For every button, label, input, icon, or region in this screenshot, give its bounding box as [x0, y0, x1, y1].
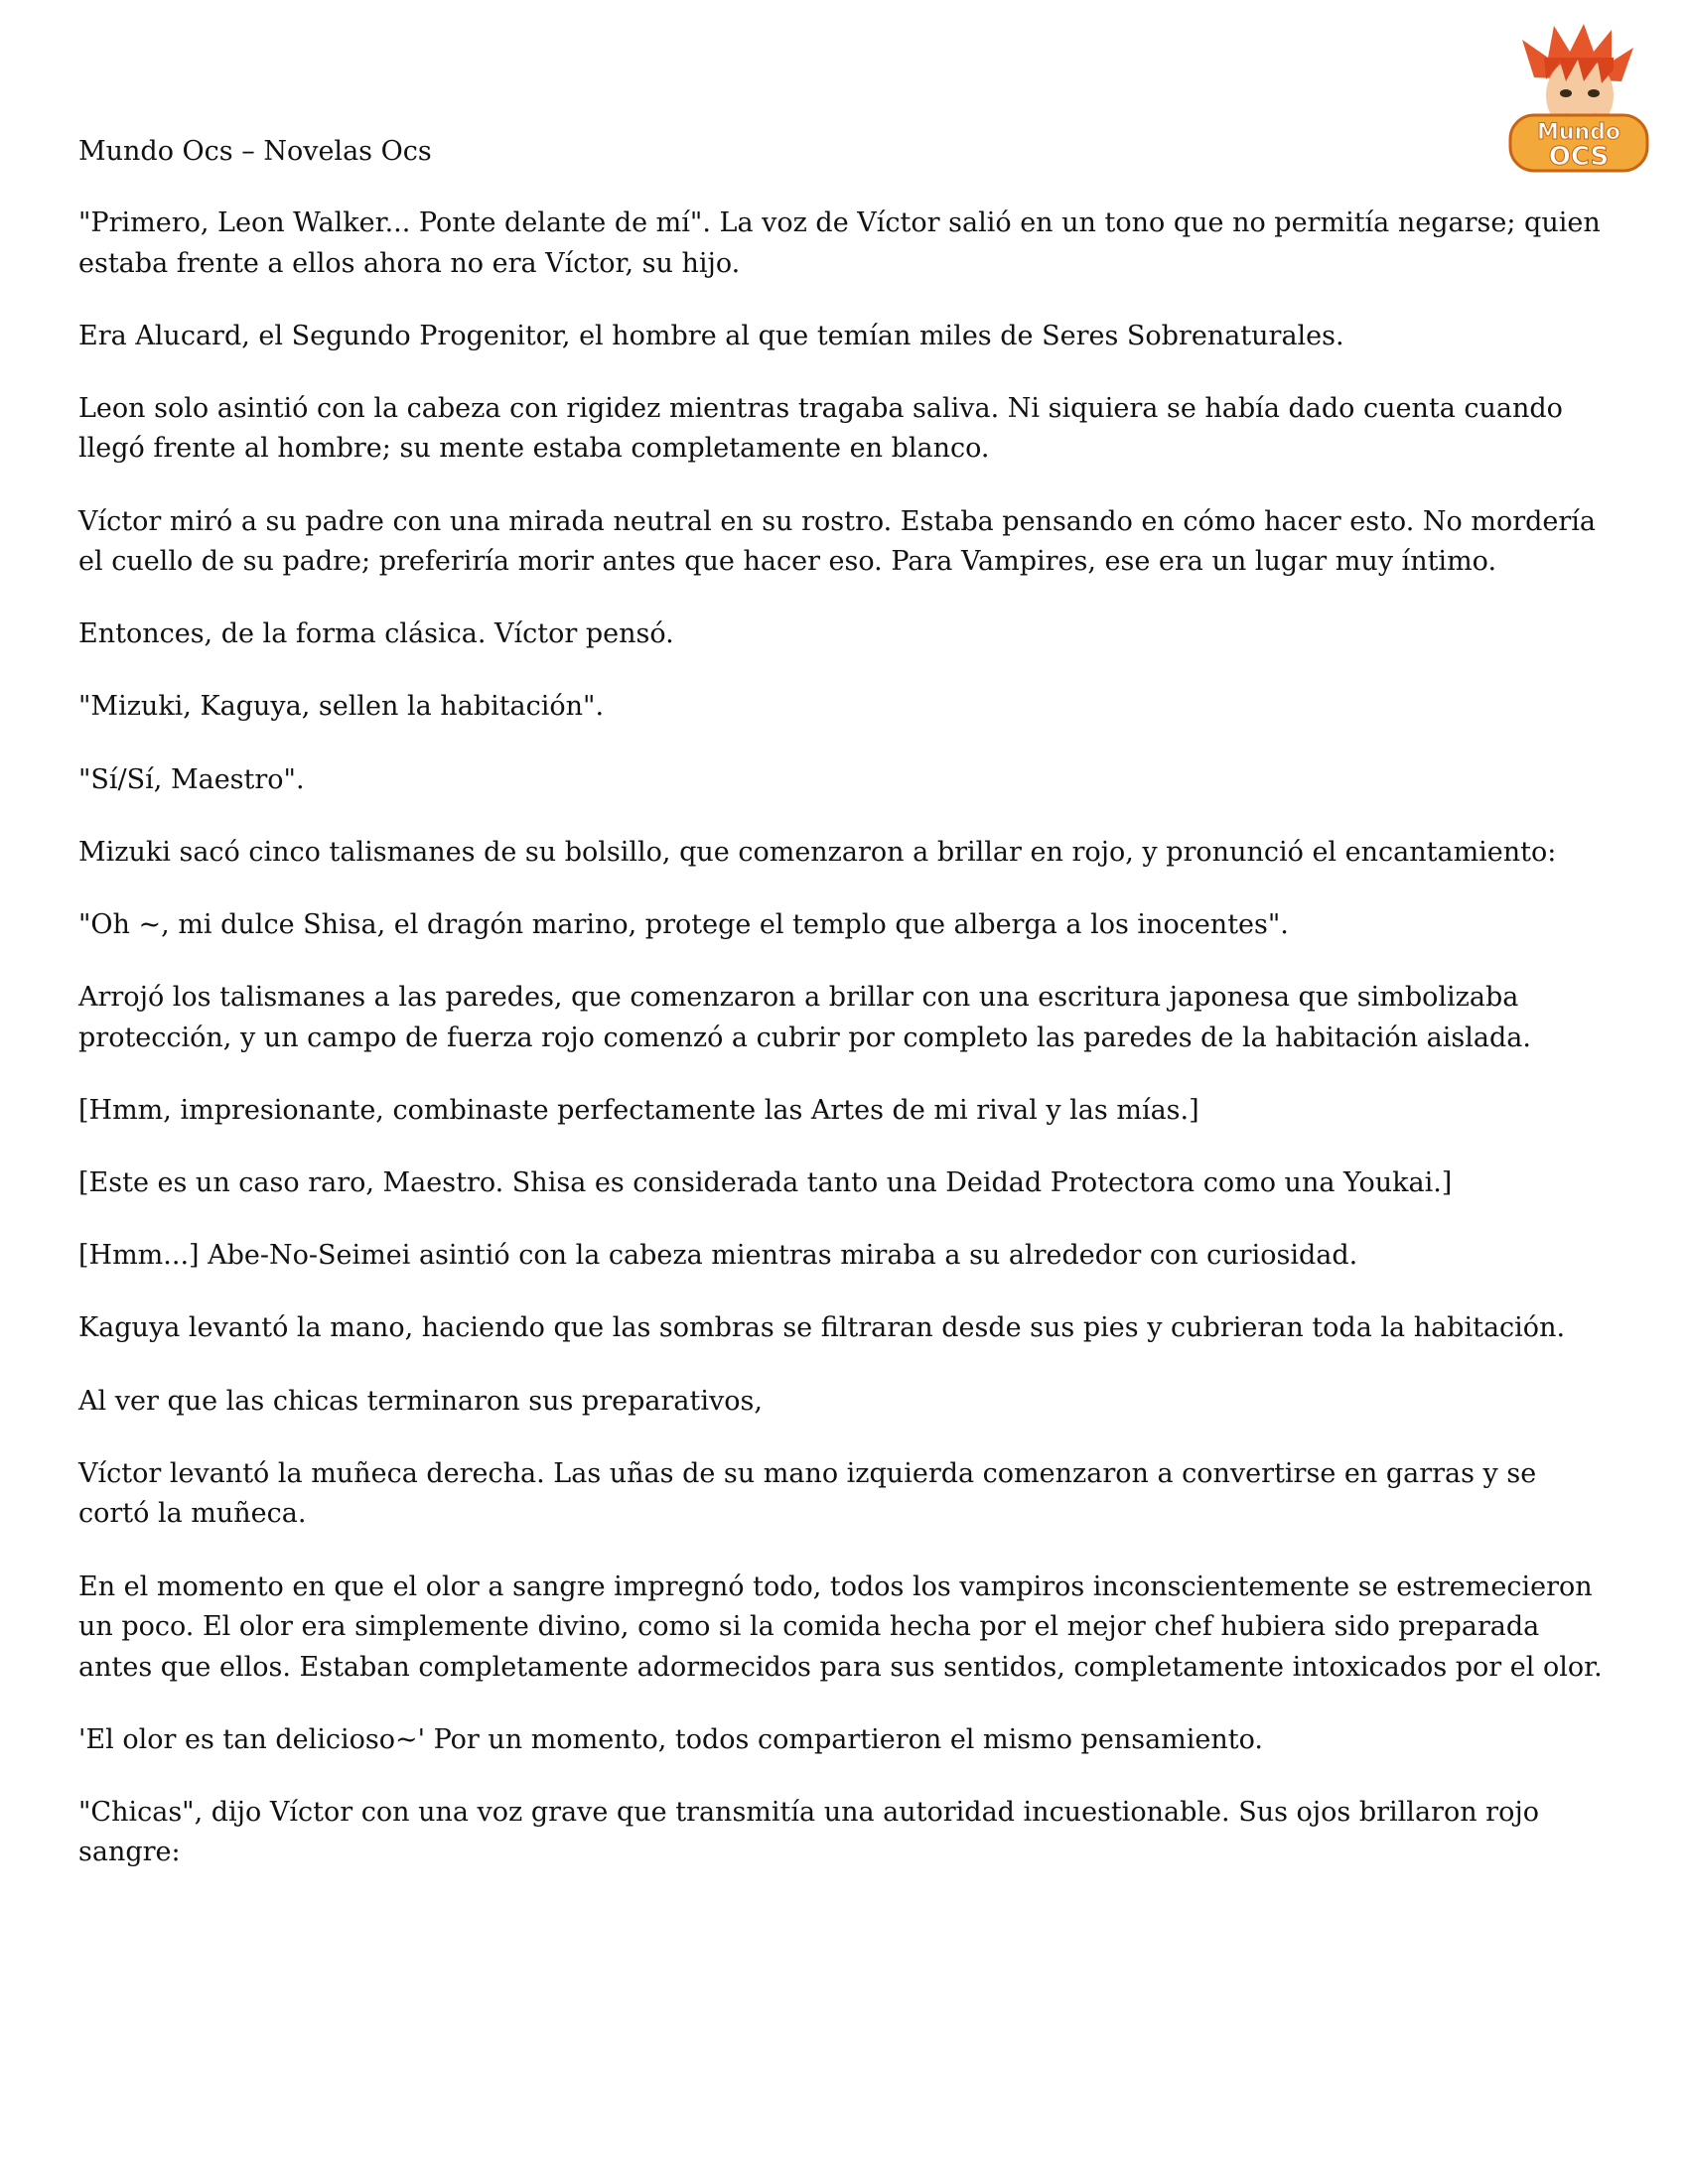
paragraph: [Este es un caso raro, Maestro. Shisa es considerada tanto una Deidad Protectora como una Youkai.] [78, 1167, 1453, 1199]
paragraph: Entonces, de la forma clásica. Víctor pensó. [78, 618, 674, 650]
paragraph: "Chicas", dijo Víctor con una voz grave que transmitía una autoridad incuestionable. Sus ojos brillaron rojo sangre: [78, 1796, 1539, 1868]
paragraph: Era Alucard, el Segundo Progenitor, el hombre al que temían miles de Seres Sobrenaturales. [78, 320, 1344, 351]
paragraph: [Hmm...] Abe-No-Seimei asintió con la cabeza mientras miraba a su alrededor con curiosidad. [78, 1240, 1358, 1272]
paragraph: Víctor miró a su padre con una mirada neutral en su rostro. Estaba pensando en cómo hacer esto. No mordería el cuello de su padre; preferiría morir antes que hacer eso. Para Vampires, ese era un lugar muy íntimo. [78, 505, 1597, 578]
paragraph: "Sí/Sí, Maestro". [78, 763, 305, 795]
mundo-ocs-logo-icon [1504, 18, 1653, 177]
paragraph: Leon solo asintió con la cabeza con rigidez mientras tragaba saliva. Ni siquiera se había dado cuenta cuando llegó frente al hombre; su mente estaba completamente en blanco. [78, 392, 1563, 465]
paragraph: "Oh ~, mi dulce Shisa, el dragón marino, protege el templo que alberga a los inocentes". [78, 909, 1289, 940]
paragraph: "Primero, Leon Walker... Ponte delante de mí". La voz de Víctor salió en un tono que no permitía negarse; quien estaba frente a ellos ahora no era Víctor, su hijo. [78, 207, 1601, 279]
paragraph: Kaguya levantó la mano, haciendo que las sombras se filtraran desde sus pies y cubrieran toda la habitación. [78, 1312, 1566, 1344]
document-body [78, 204, 1613, 1906]
paragraph: Arrojó los talismanes a las paredes, que comenzaron a brillar con una escritura japonesa que simbolizaba protección, y un campo de fuerza rojo comenzó a cubrir por completo las paredes de la habitación aislada. [78, 982, 1531, 1053]
mundo-ocs-logo [1504, 18, 1653, 177]
paragraph: Mizuki sacó cinco talismanes de su bolsillo, que comenzaron a brillar en rojo, y pronunció el encantamiento: [78, 836, 1557, 868]
paragraph: "Mizuki, Kaguya, sellen la habitación". [78, 691, 605, 723]
logo-text-top: Mundo [1536, 120, 1621, 145]
paragraph: [Hmm, impresionante, combinaste perfectamente las Artes de mi rival y las mías.] [78, 1094, 1199, 1126]
paragraph: En el momento en que el olor a sangre impregnó todo, todos los vampiros inconscientemente se estremecieron un poco. El olor era simplemente divino, como si la comida hecha por el mejor chef hubiera sido preparada antes que ellos. Estaban completamente adormecidos para sus sentidos, completamente intoxicados por el olor. [78, 1570, 1603, 1683]
page-header: Mundo Ocs – Novelas Ocs [78, 136, 432, 167]
paragraph: Víctor levantó la muñeca derecha. Las uñas de su mano izquierda comenzaron a convertirse en garras y se cortó la muñeca. [78, 1457, 1537, 1530]
paragraph: 'El olor es tan delicioso~' Por un momento, todos compartieron el mismo pensamiento. [78, 1723, 1263, 1755]
paragraph: Al ver que las chicas terminaron sus preparativos, [78, 1385, 763, 1417]
logo-text-bottom: OCS [1548, 142, 1610, 172]
